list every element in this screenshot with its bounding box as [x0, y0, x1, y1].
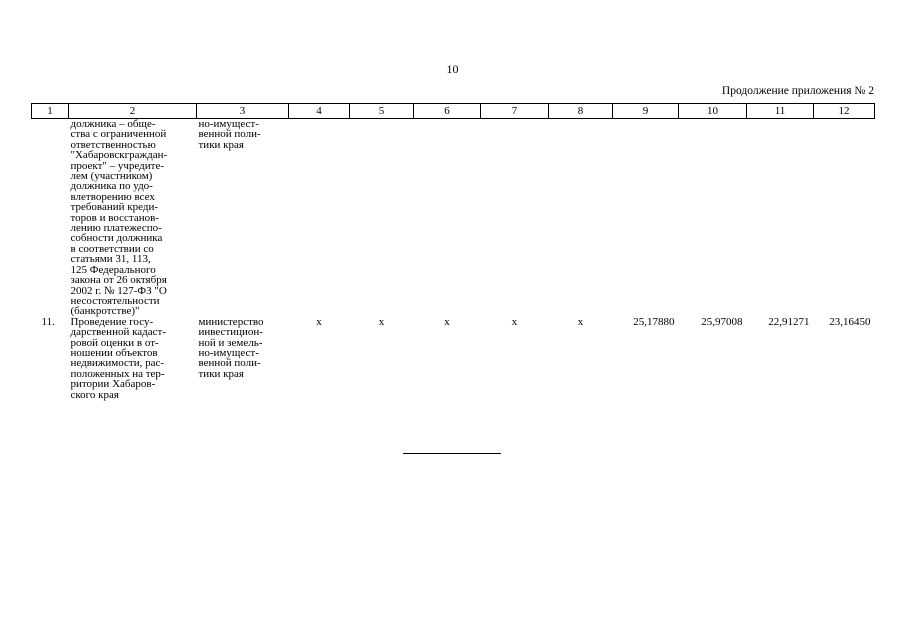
column-header: 2 — [69, 104, 197, 119]
cell-col-4 — [289, 119, 350, 317]
column-header: 11 — [747, 104, 814, 119]
column-header: 9 — [613, 104, 679, 119]
measure-name: Проведение госу- дарственной кадаст- ровой оценки в от- ношении объектов недвижимости, рас- положенных на тер- ритории Хабаров- ского края — [70, 315, 166, 401]
cell-col-12 — [814, 119, 875, 317]
cell-col-10 — [679, 119, 747, 317]
column-header: 7 — [481, 104, 549, 119]
cell-col-8: x — [577, 315, 584, 328]
appendix-continuation-label: Продолжение приложения № 2 — [721, 85, 874, 97]
executor-name: но-имущест- венной поли- тики края — [198, 118, 261, 151]
measure-name: должника – обще- ства с ограниченной ответственностью "Хабаровскграждан- проект" – учредите- лем (участником) должника по удо- влетворению всех требований креди- торов и восстанов- лению платежеспо- собности должника в соответствии со статьями 31, 113, 125 Федерального закона от 26 октября 2002 г. № 127-ФЗ "О несостоятельности (банкротстве)" — [70, 118, 168, 318]
column-header: 10 — [679, 104, 747, 119]
column-header: 1 — [32, 104, 69, 119]
cell-col-5: x — [378, 315, 385, 328]
cell-col-6 — [414, 119, 481, 317]
column-header: 8 — [549, 104, 613, 119]
column-header: 5 — [350, 104, 414, 119]
row-number — [32, 119, 69, 317]
column-number-header-row — [32, 104, 875, 119]
executor-name: министерство инвестицион- ной и земель- но-имущест- венной поли- тики края — [198, 315, 264, 380]
cell-col-9 — [613, 119, 679, 317]
end-separator-line — [403, 453, 501, 454]
cell-col-11: 22,91271 — [768, 315, 810, 328]
cell-col-5 — [350, 119, 414, 317]
table-row — [32, 317, 875, 400]
cell-col-8 — [549, 119, 613, 317]
cell-col-7 — [481, 119, 549, 317]
row-number: 11. — [41, 315, 55, 328]
cell-col-4: x — [316, 315, 322, 328]
column-header: 12 — [814, 104, 875, 119]
cell-col-7: x — [511, 315, 518, 328]
column-header: 4 — [289, 104, 350, 119]
cell-col-9: 25,17880 — [633, 315, 675, 328]
cell-col-11 — [747, 119, 814, 317]
column-header: 6 — [414, 104, 481, 119]
appendix-table — [31, 103, 875, 400]
column-header: 3 — [197, 104, 289, 119]
cell-col-10: 25,97008 — [701, 315, 743, 328]
cell-col-12: 23,16450 — [829, 315, 871, 328]
page-number: 10 — [446, 62, 459, 76]
cell-col-6: x — [444, 315, 450, 328]
table-row — [32, 119, 875, 317]
